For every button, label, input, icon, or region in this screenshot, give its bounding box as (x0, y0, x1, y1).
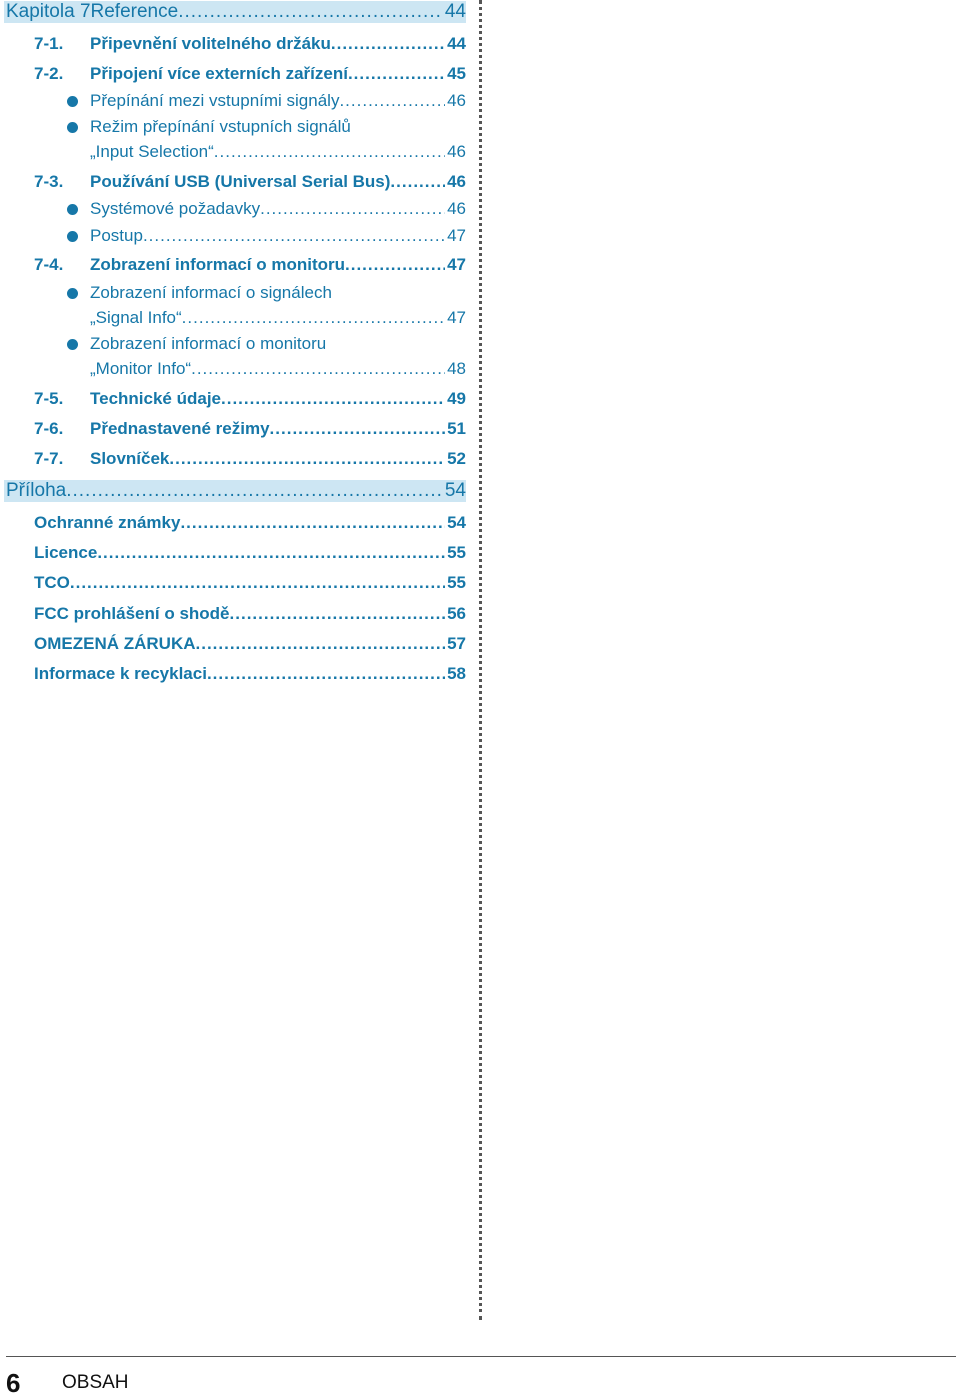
entry-title-continued: „Input Selection“ (90, 142, 214, 161)
entry-page: 49 (447, 389, 466, 408)
entry-page: 46 (447, 142, 466, 161)
entry-title: OMEZENÁ ZÁRUKA (34, 634, 196, 653)
dot-leader (178, 1, 443, 23)
entry-title: Připojení více externích zařízení (90, 64, 348, 83)
entry-title: Ochranné známky (34, 513, 181, 532)
entry-title: Systémové požadavky (90, 199, 261, 218)
chapter-page: 44 (444, 1, 466, 22)
entry-number: 7-2. (34, 64, 64, 83)
dot-leader (331, 34, 445, 54)
entry-page: 46 (447, 91, 466, 110)
toc-subentry[interactable] (0, 117, 466, 163)
dot-leader (390, 172, 445, 192)
entry-title: Technické údaje (90, 389, 222, 408)
entry-page: 58 (447, 664, 466, 683)
entry-title: Režim přepínání vstupních signálů (90, 117, 351, 136)
entry-title: Připevnění volitelného držáku (90, 34, 331, 53)
entry-page: 54 (447, 513, 466, 532)
dot-leader (66, 480, 443, 502)
entry-title: Přednastavené režimy (90, 419, 270, 438)
appendix-title: Příloha (6, 480, 67, 501)
footer-section-label: OBSAH (62, 1372, 129, 1393)
entry-page: 47 (447, 255, 466, 274)
dot-leader (260, 199, 445, 219)
dot-leader (214, 142, 445, 162)
dot-leader (339, 91, 445, 111)
entry-page: 46 (447, 199, 466, 218)
footer-rule (6, 1356, 956, 1357)
appendix-page: 54 (444, 480, 466, 501)
entry-page: 55 (447, 543, 466, 562)
chapter-heading[interactable] (4, 1, 466, 23)
entry-title: Slovníček (90, 449, 170, 468)
entry-page: 47 (447, 226, 466, 245)
entry-title: FCC prohlášení o shodě (34, 604, 230, 623)
entry-number: 7-3. (34, 172, 64, 191)
entry-title-continued: „Monitor Info“ (90, 359, 192, 378)
bullet-icon (67, 339, 78, 350)
dot-leader (270, 419, 446, 439)
chapter-title: Reference (90, 1, 179, 22)
dot-leader (97, 543, 445, 563)
entry-number: 7-7. (34, 449, 64, 468)
dot-leader (207, 664, 445, 684)
entry-page: 45 (447, 64, 466, 83)
entry-number: 7-4. (34, 255, 64, 274)
bullet-icon (67, 122, 78, 133)
entry-title: TCO (34, 573, 70, 592)
entry-page: 56 (447, 604, 466, 623)
entry-page: 46 (447, 172, 466, 191)
entry-page: 52 (447, 449, 466, 468)
bullet-icon (67, 231, 78, 242)
entry-title: Zobrazení informací o monitoru (90, 334, 327, 353)
entry-page: 55 (447, 573, 466, 592)
dot-leader (348, 64, 445, 84)
dot-leader (221, 389, 445, 409)
entry-title: Postup (90, 226, 143, 245)
bullet-icon (67, 96, 78, 107)
entry-title: Přepínání mezi vstupními signály (90, 91, 340, 110)
entry-page: 47 (447, 308, 466, 327)
entry-page: 48 (447, 359, 466, 378)
footer-page-number: 6 (6, 1368, 21, 1398)
entry-title: Používání USB (Universal Serial Bus) (90, 172, 391, 191)
chapter-label: Kapitola 7 (6, 1, 91, 22)
entry-title: Informace k recyklaci (34, 664, 207, 683)
dot-leader (180, 513, 445, 533)
dot-leader (230, 604, 446, 624)
entry-number: 7-1. (34, 34, 64, 53)
entry-number: 7-5. (34, 389, 64, 408)
dot-leader (70, 573, 445, 593)
bullet-icon (67, 288, 78, 299)
dot-leader (169, 449, 445, 469)
dot-leader (143, 226, 445, 246)
entry-title: Licence (34, 543, 98, 562)
entry-page: 57 (447, 634, 466, 653)
dot-leader (345, 255, 445, 275)
entry-number: 7-6. (34, 419, 64, 438)
entry-title-continued: „Signal Info“ (90, 308, 182, 327)
bullet-icon (67, 204, 78, 215)
entry-title: Zobrazení informací o monitoru (90, 255, 346, 274)
appendix-heading[interactable] (4, 480, 466, 502)
dot-leader (191, 359, 445, 379)
entry-title: Zobrazení informací o signálech (90, 283, 332, 302)
column-divider (479, 0, 482, 1320)
toc-subentry[interactable] (0, 334, 466, 380)
dot-leader (196, 634, 446, 654)
entry-page: 44 (447, 34, 466, 53)
toc-subentry[interactable] (0, 283, 466, 329)
entry-page: 51 (447, 419, 466, 438)
dot-leader (182, 308, 445, 328)
